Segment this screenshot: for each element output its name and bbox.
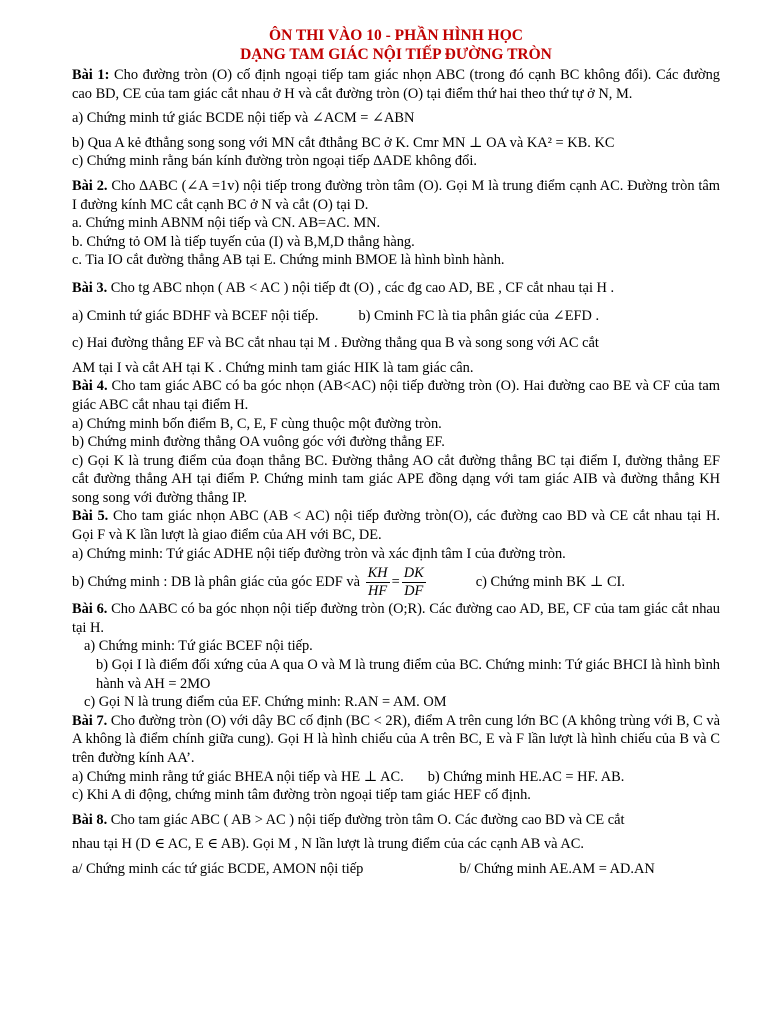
problem-4-text: Cho tam giác ABC có ba góc nhọn (AB<AC) nội tiếp đường tròn (O). Hai đường cao BE và CF của tam giác ABC cắt nhau tại điểm H. (72, 378, 720, 413)
problem-3-part-c-line2: AM tại I và cắt AH tại K . Chứng minh tam giác HIK là tam giác cân. (72, 359, 474, 376)
problem-3-text: Cho tg ABC nhọn ( AB < AC ) nội tiếp đt (O) , các đg cao AD, BE , CF cắt nhau tại H . (107, 279, 615, 296)
problem-3 (72, 279, 720, 298)
problem-2-part-a: a. Chứng minh ABNM nội tiếp và CN. AB=AC. MN. (72, 215, 381, 232)
problem-5-label: Bài 5. (72, 508, 109, 525)
problem-3-part-a: a) Cminh tứ giác BDHF và BCEF nội tiếp. (72, 307, 319, 324)
problem-7 (72, 712, 720, 768)
problem-7-part-a: a) Chứng minh rằng tứ giác BHEA nội tiếp và HE ⊥ AC. (72, 768, 404, 785)
problem-7-part-c: c) Khi A di động, chứng minh tâm đường tròn ngoại tiếp tam giác HEF cố định. (72, 787, 531, 804)
problem-6-part-a: a) Chứng minh: Tứ giác BCEF nội tiếp. (84, 638, 313, 655)
problem-5-part-a: a) Chứng minh: Tứ giác ADHE nội tiếp đường tròn và xác định tâm I của đường tròn. (72, 545, 566, 562)
problem-4-part-c: c) Gọi K là trung điểm của đoạn thẳng BC. Đường thẳng AO cắt đường thẳng BC tại điểm I, đường thẳng EF cắt đường thẳng AH tại điểm P. Chứng minh tam giác APE đồng dạng với tam giác AIB và đường thẳng KH song song với đường thẳng IP. (72, 452, 720, 506)
problem-8-text-1: Cho tam giác ABC ( AB > AC ) nội tiếp đường tròn tâm O. Các đường cao BD và CE cắt (107, 811, 625, 828)
problem-4-part-a: a) Chứng minh bốn điểm B, C, E, F cùng thuộc một đường tròn. (72, 415, 442, 432)
problem-3-parts-ab (72, 307, 720, 326)
problem-3-part-c-line1: c) Hai đường thẳng EF và BC cắt nhau tại M . Đường thẳng qua B và song song với AC cắt (72, 335, 599, 352)
problem-4-part-b: b) Chứng minh đường thẳng OA vuông góc với đường thẳng EF. (72, 434, 445, 451)
problem-8-parts (72, 860, 720, 879)
problem-5 (72, 507, 720, 544)
problem-4-label: Bài 4. (72, 378, 108, 395)
problem-6-label: Bài 6. (72, 601, 108, 618)
problem-5-text: Cho tam giác nhọn ABC (AB < AC) nội tiếp đường tròn(O), các đường cao BD và CE cắt nhau tại H. Gọi F và K lần lượt là giao điểm của AH với BC, DE. (72, 508, 721, 544)
problem-7-parts-ab (72, 768, 720, 787)
problem-1-part-a: a) Chứng minh tứ giác BCDE nội tiếp và ∠ACM = ∠ABN (72, 110, 415, 127)
problem-5-part-b (72, 565, 428, 600)
problem-2 (72, 177, 720, 214)
problem-2-part-c: c. Tia IO cắt đường thẳng AB tại E. Chứng minh BMOE là hình bình hành. (72, 252, 505, 269)
fraction-numerator: DK (403, 565, 424, 582)
problem-7-text: Cho đường tròn (O) với dây BC cố định (BC < 2R), điểm A trên cung lớn BC (A không trùng với B, C và A không là điểm chính giữa cung). Gọi H là hình chiếu của A trên BC, E và F lần lượt là hình chiếu của B và C trên đường kính AA’. (72, 712, 720, 766)
problem-5-part-c: c) Chứng minh BK ⊥ CI. (475, 574, 625, 591)
title-line-2: DẠNG TAM GIÁC NỘI TIẾP ĐƯỜNG TRÒN (240, 46, 552, 63)
problem-1-label: Bài 1: (72, 67, 110, 83)
problem-4 (72, 377, 720, 414)
problem-1 (72, 66, 720, 103)
fraction-numerator: KH (367, 565, 388, 582)
problem-2-label: Bài 2. (72, 177, 108, 194)
fraction-dk-df (402, 565, 426, 600)
title-line-1: ÔN THI VÀO 10 - PHẦN HÌNH HỌC (269, 27, 523, 44)
problem-5-part-b-text: b) Chứng minh : DB là phân giác của góc EDF và (72, 574, 360, 591)
problem-2-part-b: b. Chứng tỏ OM là tiếp tuyến của (I) và B,M,D thẳng hàng. (72, 233, 415, 250)
problem-6-text: Cho ∆ABC có ba góc nhọn nội tiếp đường tròn (O;R). Các đường cao AD, BE, CF của tam giác cắt nhau tại H. (72, 601, 720, 636)
problem-8-part-b: b/ Chứng minh AE.AM = AD.AN (459, 860, 655, 877)
problem-8-label: Bài 8. (72, 811, 108, 828)
problem-6-part-b: b) Gọi I là điểm đối xứng của A qua O và M là trung điểm của BC. Chứng minh: Tứ giác BHCI là hình bình hành và AH = 2MO (96, 657, 720, 692)
problem-2-text: Cho ∆ABC (∠A =1v) nội tiếp trong đường tròn tâm (O). Gọi M là trung điểm cạnh AC. Đường tròn tâm I đường kính MC cắt cạnh BC ở N và cắt (O) tại D. (72, 177, 720, 213)
fraction-denominator: HF (367, 583, 388, 600)
problem-7-part-b: b) Chứng minh HE.AC = HF. AB. (427, 768, 625, 785)
problem-3-label: Bài 3. (72, 279, 108, 296)
problem-1-part-c: c) Chứng minh rằng bán kính đường tròn ngoại tiếp ∆ADE không đổi. (72, 153, 477, 170)
problem-1-text: Cho đường tròn (O) cố định ngoại tiếp tam giác nhọn ABC (trong đó cạnh BC không đổi). Các đường cao BD, CE của tam giác cắt nhau ở H và cắt đường tròn (O) tại điểm thứ hai theo thứ tự ở N, M. (72, 67, 720, 102)
problem-8-line-1 (72, 811, 720, 830)
problem-5-parts-bc (72, 565, 720, 600)
problem-3-part-b: b) Cminh FC là tia phân giác của ∠EFD . (358, 307, 600, 324)
problem-6-part-c: c) Gọi N là trung điểm của EF. Chứng minh: R.AN = AM. OM (84, 694, 447, 711)
problem-8-line-2: nhau tại H (D ∈ AC, E ∈ AB). Gọi M , N lần lượt là trung điểm của các cạnh AB và AC. (72, 836, 584, 853)
fraction-kh-hf (366, 565, 390, 600)
problem-7-label: Bài 7. (72, 712, 108, 729)
problem-1-part-b: b) Qua A kẻ đthẳng song song với MN cắt đthẳng BC ở K. Cmr MN ⊥ OA và KA² = KB. KC (72, 134, 615, 151)
problem-6 (72, 600, 720, 637)
equals-sign: = (391, 574, 400, 591)
fraction-denominator: DF (404, 583, 424, 600)
problem-8-part-a: a/ Chứng minh các tứ giác BCDE, AMON nội tiếp (72, 860, 364, 877)
